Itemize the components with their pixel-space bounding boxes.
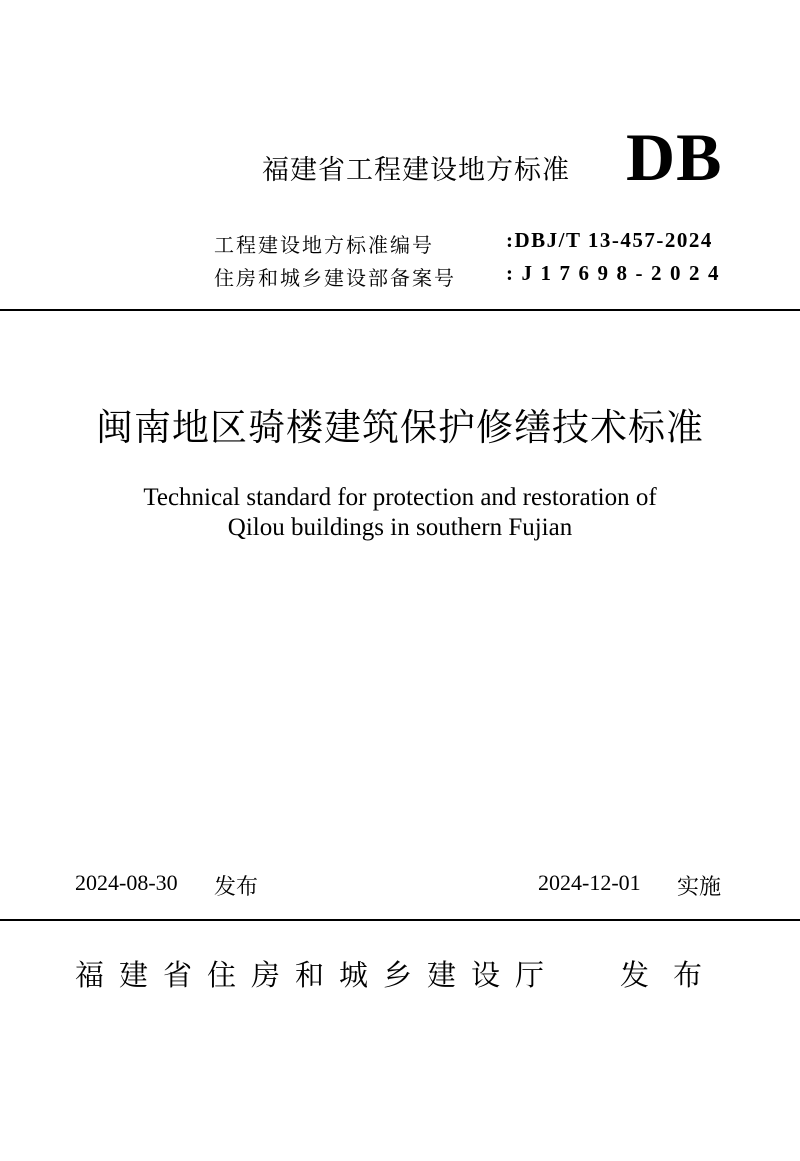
db-badge: DB (626, 119, 723, 195)
record-number-value: :J17698-2024 (506, 261, 727, 285)
top-divider (0, 309, 800, 311)
document-title-english-line1: Technical standard for protection and restoration of (143, 484, 657, 511)
standard-number-label: 工程建设地方标准编号 (214, 233, 434, 257)
document-title-english-line2: Qilou buildings in southern Fujian (227, 514, 573, 541)
bottom-divider (0, 919, 800, 921)
issuing-action: 发布 (620, 958, 727, 992)
issuing-authority: 福建省住房和城乡建设厅 (75, 958, 560, 992)
issue-label: 发布 (214, 875, 259, 900)
standard-number-value: :DBJ/T 13-457-2024 (506, 228, 713, 252)
implementation-label: 实施 (677, 875, 722, 900)
standard-category-label: 福建省工程建设地方标准 (262, 155, 570, 186)
implementation-date: 2024-12-01 (538, 870, 641, 895)
document-title-chinese: 闽南地区骑楼建筑保护修缮技术标准 (96, 406, 704, 449)
record-number-label: 住房和城乡建设部备案号 (214, 266, 456, 290)
issue-date: 2024-08-30 (75, 870, 178, 895)
